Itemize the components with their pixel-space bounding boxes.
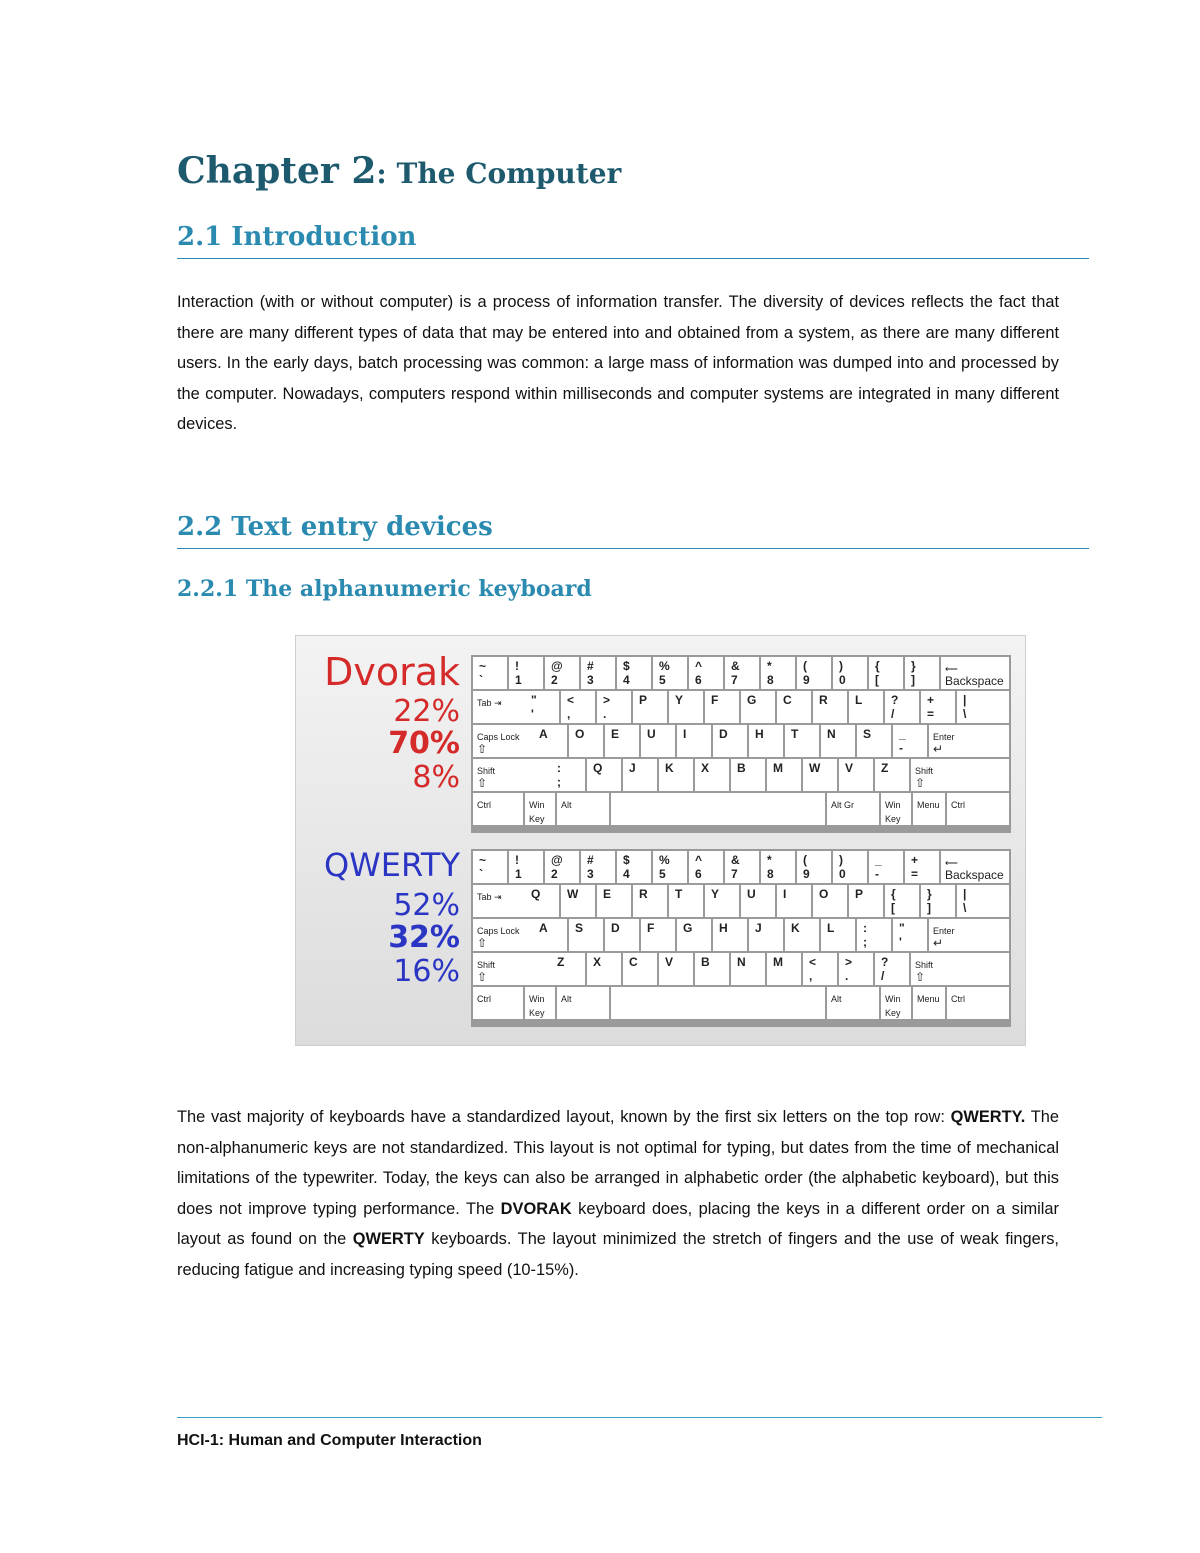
qwerty-label: QWERTY — [323, 846, 460, 884]
backspace-key: ⟵ Backspace — [941, 657, 1009, 689]
keyboard-text-qwerty-2: QWERTY — [352, 1230, 425, 1248]
key: E — [605, 725, 639, 757]
key: V — [839, 759, 873, 791]
keyboard-text-dvorak: DVORAK — [500, 1199, 572, 1218]
key: Y — [705, 885, 739, 917]
key: F — [705, 691, 739, 723]
key: ~ ` — [473, 657, 507, 689]
key: Q — [587, 759, 621, 791]
key: N — [821, 725, 855, 757]
spacebar-key — [611, 987, 825, 1019]
win-right-key: Win Key — [881, 987, 911, 1019]
shift-left-key: Shift ⇧ — [473, 953, 551, 985]
key: ) 0 — [833, 851, 867, 883]
keyboard-comparison-figure — [295, 635, 1026, 1046]
key: % 5 — [653, 851, 687, 883]
keyboard-text-4: keyboards. The layout minimized the stretch of fingers and the use of weak fingers, reducing fatigue and increasing typing speed (10-15%). — [177, 1230, 1059, 1279]
qwerty-pct-2: 32% — [388, 920, 460, 955]
key: T — [785, 725, 819, 757]
key: | \ — [957, 691, 1009, 723]
key: # 3 — [581, 851, 615, 883]
qwerty-pct-1: 52% — [393, 888, 460, 923]
key: ! 1 — [509, 851, 543, 883]
key: @ 2 — [545, 657, 579, 689]
subsection-heading-keyboard: 2.2.1 The alphanumeric keyboard — [177, 576, 592, 602]
key: V — [659, 953, 693, 985]
keyboard-text-qwerty-1: QWERTY. — [950, 1108, 1026, 1126]
chapter-title — [177, 150, 621, 192]
key: J — [749, 919, 783, 951]
key: _ - — [893, 725, 927, 757]
key: S — [857, 725, 891, 757]
win-key: Win Key — [525, 987, 555, 1019]
key: " ' — [893, 919, 927, 951]
tab-key: Tab ⇥ — [473, 885, 525, 917]
key: E — [597, 885, 631, 917]
key: K — [659, 759, 693, 791]
key: ( 9 — [797, 851, 831, 883]
key: G — [677, 919, 711, 951]
key: O — [813, 885, 847, 917]
dvorak-label: Dvorak — [324, 650, 460, 694]
ctrl-key: Ctrl — [473, 987, 523, 1019]
key: U — [741, 885, 775, 917]
key: I — [677, 725, 711, 757]
key: G — [741, 691, 775, 723]
alt-key: Alt — [557, 793, 609, 825]
key: ? / — [875, 953, 909, 985]
section-heading-introduction: 2.1 Introduction — [177, 220, 1089, 259]
key: & 7 — [725, 657, 759, 689]
key: < , — [803, 953, 837, 985]
ctrl-right-key: Ctrl — [947, 793, 1009, 825]
key: | \ — [957, 885, 1009, 917]
key: + = — [921, 691, 955, 723]
alt-right-key: Alt Gr — [827, 793, 879, 825]
key: $ 4 — [617, 851, 651, 883]
key: F — [641, 919, 675, 951]
shift-right-key: Shift ⇧ — [911, 759, 1009, 791]
key: * 8 — [761, 657, 795, 689]
key: Z — [875, 759, 909, 791]
caps-lock-key: Caps Lock ⇧ — [473, 725, 533, 757]
key: & 7 — [725, 851, 759, 883]
key: % 5 — [653, 657, 687, 689]
keyboard-paragraph — [177, 1102, 1059, 1285]
footer-divider — [177, 1417, 1102, 1418]
enter-key: Enter ↵ — [929, 919, 1009, 951]
tab-key: Tab ⇥ — [473, 691, 525, 723]
key: # 3 — [581, 657, 615, 689]
key: @ 2 — [545, 851, 579, 883]
key: Z — [551, 953, 585, 985]
key: R — [813, 691, 847, 723]
alt-key: Alt — [557, 987, 609, 1019]
keyboard-text-2: The non-alphanumeric keys are not standardized. This layout is not optimal for typing, but dates from the time of mechanical limitations of the typewriter. Today, the keys can also be arranged in alphabetic order (the alphabetic keyboard), but this does not improve typing performance. The — [177, 1108, 1059, 1218]
key: W — [561, 885, 595, 917]
dvorak-pct-1: 22% — [393, 694, 460, 729]
key: > . — [597, 691, 631, 723]
dvorak-pct-2: 70% — [388, 726, 460, 761]
key: : ; — [551, 759, 585, 791]
keyboard-text-1: The vast majority of keyboards have a standardized layout, known by the first six letters on the top row: — [177, 1108, 951, 1126]
key: D — [605, 919, 639, 951]
key: T — [669, 885, 703, 917]
key: H — [713, 919, 747, 951]
key: ^ 6 — [689, 851, 723, 883]
chapter-subtitle: : The Computer — [376, 157, 622, 190]
enter-key: Enter ↵ — [929, 725, 1009, 757]
key: ( 9 — [797, 657, 831, 689]
ctrl-key: Ctrl — [473, 793, 523, 825]
key: A — [533, 919, 567, 951]
chapter-number: Chapter 2 — [177, 150, 377, 192]
key: ? / — [885, 691, 919, 723]
key: Y — [669, 691, 703, 723]
key: S — [569, 919, 603, 951]
key: C — [777, 691, 811, 723]
introduction-paragraph: Interaction (with or without computer) is a process of information transfer. The diversity of devices reflects the fact that there are many different types of data that may be entered into and obtained from a system, as there are many different users. In the early days, batch processing was common: a large mass of information was dumped into and processed by the computer. Nowadays, computers respond within milliseconds and computer systems are integrated in many different devices. — [177, 293, 1059, 433]
key: W — [803, 759, 837, 791]
key: Q — [525, 885, 559, 917]
page-footer: HCI-1: Human and Computer Interaction — [177, 1432, 482, 1449]
dvorak-keyboard — [471, 655, 1011, 833]
win-right-key: Win Key — [881, 793, 911, 825]
key: N — [731, 953, 765, 985]
key: $ 4 — [617, 657, 651, 689]
key: X — [695, 759, 729, 791]
key: I — [777, 885, 811, 917]
key: { [ — [869, 657, 903, 689]
key: > . — [839, 953, 873, 985]
key: ) 0 — [833, 657, 867, 689]
key: " ' — [525, 691, 559, 723]
key: L — [849, 691, 883, 723]
key: R — [633, 885, 667, 917]
key: + = — [905, 851, 939, 883]
alt-right-key: Alt — [827, 987, 879, 1019]
key: D — [713, 725, 747, 757]
key: K — [785, 919, 819, 951]
spacebar-key — [611, 793, 825, 825]
key: O — [569, 725, 603, 757]
ctrl-right-key: Ctrl — [947, 987, 1009, 1019]
menu-key: Menu — [913, 793, 945, 825]
key: C — [623, 953, 657, 985]
shift-left-key: Shift ⇧ — [473, 759, 551, 791]
key: { [ — [885, 885, 919, 917]
key: P — [633, 691, 667, 723]
key: ! 1 — [509, 657, 543, 689]
shift-right-key: Shift ⇧ — [911, 953, 1009, 985]
key: * 8 — [761, 851, 795, 883]
key: M — [767, 759, 801, 791]
dvorak-pct-3: 8% — [412, 760, 460, 795]
key: ^ 6 — [689, 657, 723, 689]
menu-key: Menu — [913, 987, 945, 1019]
key: A — [533, 725, 567, 757]
key: B — [695, 953, 729, 985]
backspace-key: ⟵ Backspace — [941, 851, 1009, 883]
qwerty-keyboard — [471, 849, 1011, 1027]
key: : ; — [857, 919, 891, 951]
key: H — [749, 725, 783, 757]
key: _ - — [869, 851, 903, 883]
key: ~ ` — [473, 851, 507, 883]
key: M — [767, 953, 801, 985]
key: } ] — [921, 885, 955, 917]
key: X — [587, 953, 621, 985]
key: J — [623, 759, 657, 791]
key: } ] — [905, 657, 939, 689]
win-key: Win Key — [525, 793, 555, 825]
key: B — [731, 759, 765, 791]
qwerty-pct-3: 16% — [393, 954, 460, 989]
key: U — [641, 725, 675, 757]
key: P — [849, 885, 883, 917]
section-heading-text-entry: 2.2 Text entry devices — [177, 510, 1089, 549]
caps-lock-key: Caps Lock ⇧ — [473, 919, 533, 951]
key: < , — [561, 691, 595, 723]
keyboard-text-3: keyboard does, placing the keys in a different order on a similar layout as found on the — [177, 1199, 1059, 1248]
key: L — [821, 919, 855, 951]
